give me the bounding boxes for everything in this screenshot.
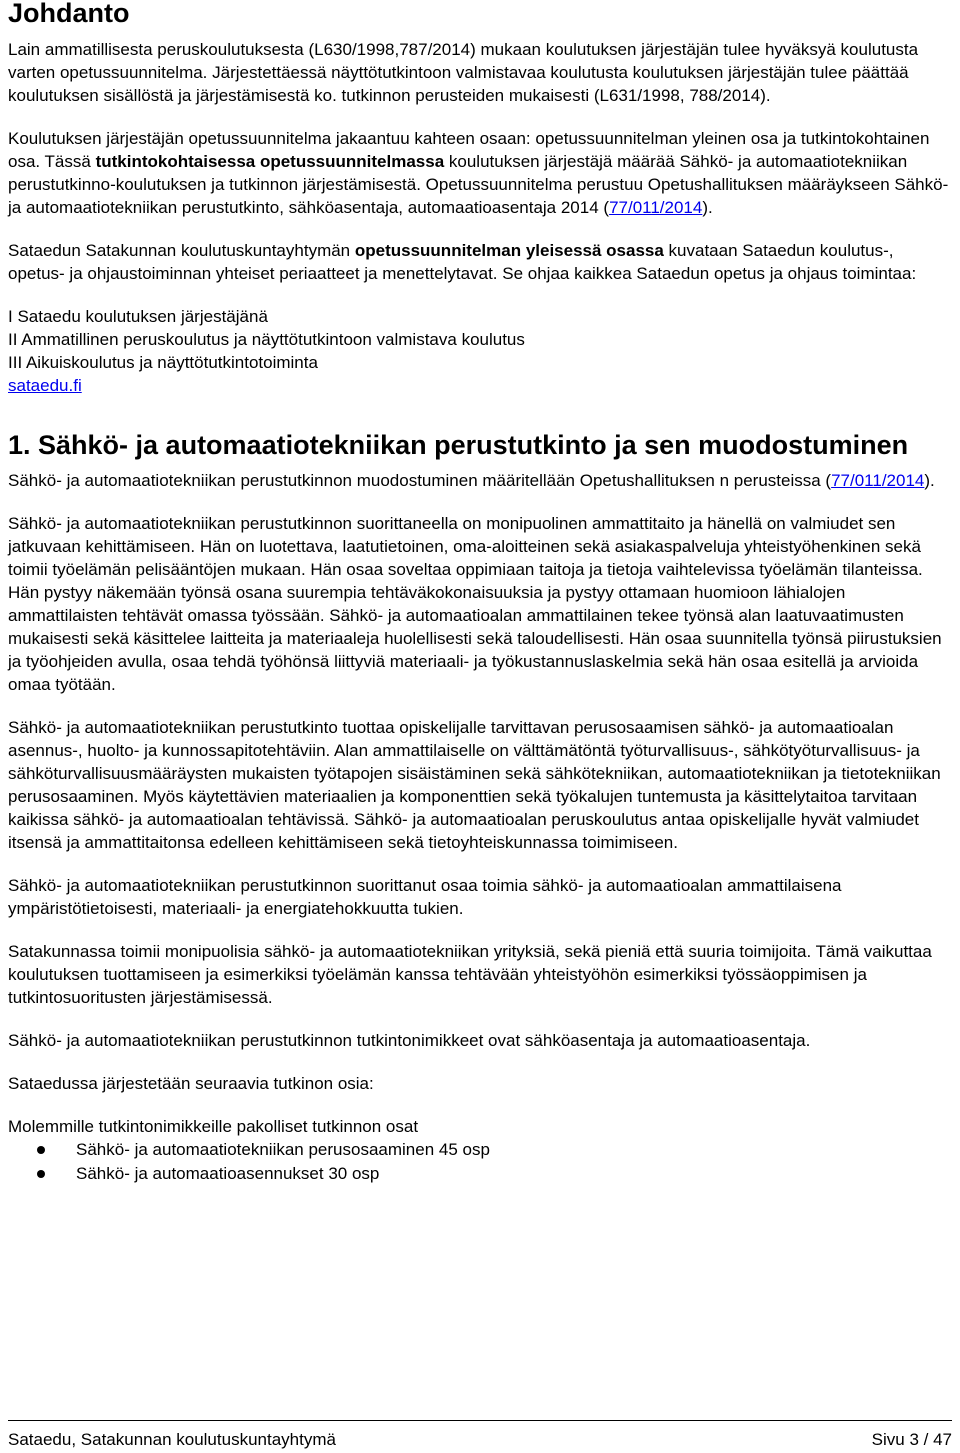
regulation-link[interactable]: 77/011/2014 <box>831 471 925 490</box>
bullet-icon <box>37 1170 45 1178</box>
sataedu-link[interactable]: sataedu.fi <box>8 376 82 395</box>
paragraph-satakunta: Satakunnassa toimii monipuolisia sähkö- ja automaatiotekniikan yrityksiä, sekä pieniä että suuria toimijoita. Tämä vaikuttaa koulutuksen tuottamiseen ja esimerkiksi työelämän kanssa tehtävään yhteistyöhön esimerkiksi työssäoppimisen ja tutkintosuoritusten järjestämisessä. <box>8 942 932 1007</box>
page-footer <box>8 1420 952 1450</box>
paragraph-titles: Sähkö- ja automaatiotekniikan perustutkinnon tutkintonimikkeet ovat sähköasentaja ja automaatioasentaja. <box>8 1031 811 1050</box>
list-item: Sähkö- ja automaatioasennukset 30 osp <box>76 1162 952 1186</box>
bold-phrase: opetussuunnitelman yleisessä osassa <box>354 241 664 260</box>
paragraph-environment: Sähkö- ja automaatiotekniikan perustutkinnon suorittanut osaa toimia sähkö- ja automaatioalan ammattilaisena ympäristötietoisesti, materiaali- ja energiatehokkuutta tukien. <box>8 876 842 918</box>
bullet-icon <box>37 1146 45 1154</box>
list-item: Sähkö- ja automaatiotekniikan perusosaaminen 45 osp <box>76 1138 952 1162</box>
paragraph-basic-skills: Sähkö- ja automaatiotekniikan perustutkinto tuottaa opiskelijalle tarvittavan perusosaamisen sähkö- ja automaatioalan asennus-, huolto- ja kunnossapitotehtäviin. Alan ammattilaiselle on välttämätöntä työturvallisuus-, sähkötyöturvallisuus- ja sähköturvallisuusmääräysten mukaisten työtapojen sisäistäminen sekä sähkötekniikan, automaatiotekniikan ja tietotekniikan perusosaaminen. Myös käytettävien materiaalien ja komponenttien sekä työkalujen tuntemusta ja käsittelytaitoa tarvitaan kaikissa sähkö- ja automaatioalan tehtävissä. Sähkö- ja automaatioalan peruskoulutus antaa opiskelijalle hyvät valmiudet itsensä ja ammattitaitonsa edelleen kehittämiseen sekä tietoyhteiskunnassa toimimiseen. <box>8 718 941 852</box>
paragraph-parts-intro: Sataedussa järjestetään seuraavia tutkinon osia: <box>8 1074 374 1093</box>
paragraph-formation: Sähkö- ja automaatiotekniikan perustutkinnon muodostuminen määritellään Opetushallituksen n perusteissa (77/011/2014). <box>8 471 935 490</box>
paragraph-general-part: Sataedun Satakunnan koulutuskuntayhtymän opetussuunnitelman yleisessä osassa kuvataan Sataedun koulutus-, opetus- ja ohjaustoiminnan yhteiset periaatteet ja menettelytavat. Se ohjaa kaikkea Sataedun opetus ja ohjaus toimintaa: <box>8 241 917 283</box>
paragraph-competence: Sähkö- ja automaatiotekniikan perustutkinnon suorittaneella on monipuolinen ammattitaito ja hänellä on valmiudet sen jatkuvaan kehittämiseen. Hän on luotettava, laatutietoinen, oma-aloitteinen sekä asiakaspalveluja yhteistyöhenkinen sekä toimii työelämän pelisääntöjen mukaan. Hän osaa soveltaa oppimiaan taitoja ja tietoja vaihtelevissa työelämän tilanteissa. Hän pystyy näkemään työnsä osana suurempia tehtäväkokonaisuuksia ja pystyy ottamaan huomioon lähialojen ammattilaisten tehtävät omassa työssään. Sähkö- ja automaatioalan ammattilainen tekee työnsä alan laatuvaatimusten mukaisesti sekä käsittelee laitteita ja materiaaleja huolellisesti sekä taloudellisesti. Hän osaa suunnitella työnsä piirustuksien ja työohjeiden avulla, osaa tehdä työhönsä liittyviä materiaali- ja työkustannuslaskelmia sekä hän osaa esitellä ja arvioida omaa työtään. <box>8 514 942 694</box>
list-line: I Sataedu koulutuksen järjestäjänä <box>8 307 268 326</box>
footer-page-number: Sivu 3 / 47 <box>871 1430 952 1449</box>
heading-intro: Johdanto <box>8 0 130 28</box>
list-line: III Aikuiskoulutus ja näyttötutkintotoiminta <box>8 353 318 372</box>
mandatory-parts-list <box>8 1138 952 1186</box>
section-title: 1. Sähkö- ja automaatiotekniikan perustutkinto ja sen muodostuminen <box>8 430 909 460</box>
bold-phrase: tutkintokohtaisessa opetussuunnitelmassa <box>95 152 445 171</box>
document-page <box>8 0 952 1186</box>
paragraph-mandatory-parts: Molemmille tutkintonimikkeille pakolliset tutkinnon osat <box>8 1117 419 1136</box>
footer-organization: Sataedu, Satakunnan koulutuskuntayhtymä <box>8 1430 336 1449</box>
list-line: II Ammatillinen peruskoulutus ja näyttötutkintoon valmistava koulutus <box>8 330 525 349</box>
paragraph-intro-law: Lain ammatillisesta peruskoulutuksesta (L630/1998,787/2014) mukaan koulutuksen järjestäjän tulee hyväksyä koulutusta varten opetussuunnitelma. Järjestettäessä näyttötutkintoon valmistavaa koulutusta koulutuksen järjestäjän tulee päättää koulutuksen sisällöstä ja järjestämisestä ko. tutkinnon perusteiden mukaisesti (L631/1998, 788/2014). <box>8 40 919 105</box>
regulation-link[interactable]: 77/011/2014 <box>609 198 703 217</box>
paragraph-curriculum-parts: Koulutuksen järjestäjän opetussuunnitelma jakaantuu kahteen osaan: opetussuunnitelman yleinen osa ja tutkintokohtainen osa. Tässä tutkintokohtaisessa opetussuunnitelmassa koulutuksen järjestäjä määrää Sähkö- ja automaatiotekniikan perustutkinno-koulutuksen ja tutkinnon järjestämisestä. Opetussuunnitelma perustuu Opetushallituksen määräykseen Sähkö- ja automaatiotekniikan perustutkinto, sähköasentaja, automaatioasentaja 2014 (77/011/2014). <box>8 129 949 217</box>
